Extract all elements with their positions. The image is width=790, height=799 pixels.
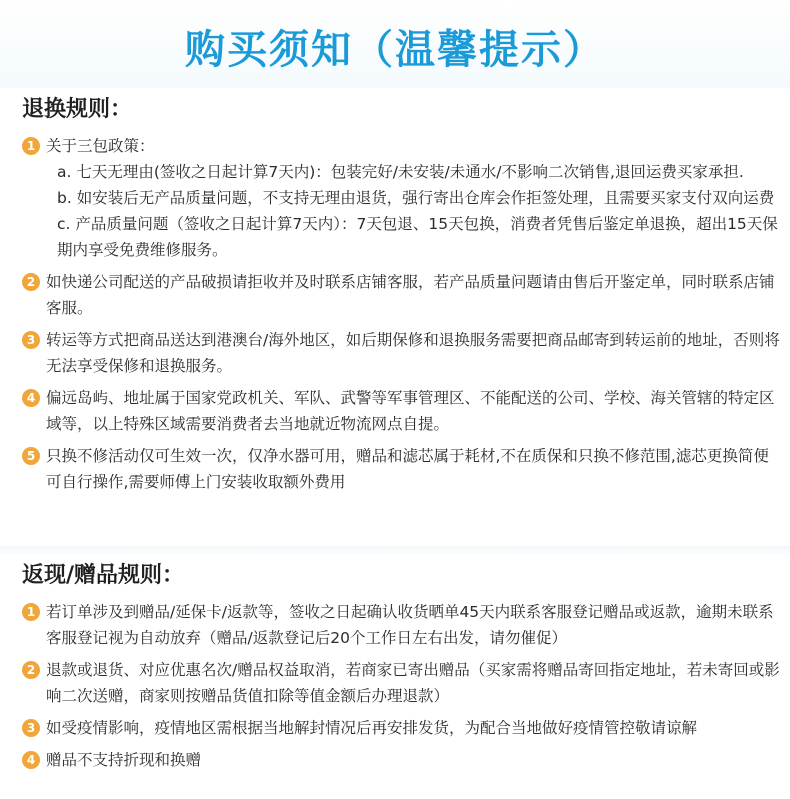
return-rules-section (22, 92, 782, 501)
number-badge: 3 (22, 331, 40, 349)
return-rule-text: 偏远岛屿、地址属于国家党政机关、军队、武警等军事管理区、不能配送的公司、学校、海关管辖的特定区域等，以上特殊区域需要消费者去当地就近物流网点自提。 (46, 389, 775, 433)
number-badge: 5 (22, 447, 40, 465)
rebate-rule-item (22, 715, 782, 741)
rebate-rule-text: 赠品不支持折现和换赠 (46, 751, 202, 769)
number-badge: 4 (22, 751, 40, 769)
number-badge: 4 (22, 389, 40, 407)
rebate-rule-text: 如受疫情影响，疫情地区需根据当地解封情况后再安排发货，为配合当地做好疫情管控敬请谅解 (46, 719, 698, 737)
policy-sub-item: b. 如安装后无产品质量问题，不支持无理由退货，强行寄出仓库会作拒签处理，且需要买家支付双向运费 (57, 189, 775, 207)
return-rule-item (22, 133, 782, 263)
policy-sub-item: a. 七天无理由(签收之日起计算7天内)：包装完好/未安装/未通水/不影响二次销售,退回运费买家承担. (57, 163, 744, 181)
return-rule-item (22, 269, 782, 321)
rebate-rules-heading: 返现/赠品规则： (22, 563, 185, 588)
return-rule-item (22, 327, 782, 379)
section-divider (0, 546, 790, 556)
rebate-rule-text: 退款或退货、对应优惠名次/赠品权益取消，若商家已寄出赠品（买家需将赠品寄回指定地址，若未寄回或影响二次送赠，商家则按赠品货值扣除等值金额后办理退款） (46, 661, 780, 705)
rebate-rule-item (22, 657, 782, 709)
return-rule-text: 只换不修活动仅可生效一次，仅净水器可用，赠品和滤芯属于耗材,不在质保和只换不修范围,滤芯更换简便可自行操作,需要师傅上门安装收取额外费用 (46, 447, 769, 491)
rebate-rules-section (22, 558, 782, 779)
return-rule-item (22, 443, 782, 495)
number-badge: 1 (22, 603, 40, 621)
return-rule-item (22, 385, 782, 437)
return-rule-text: 转运等方式把商品送达到港澳台/海外地区，如后期保修和退换服务需要把商品邮寄到转运前的地址，否则将无法享受保修和退换服务。 (46, 331, 780, 375)
return-rule-text: 关于三包政策： (46, 137, 155, 155)
return-rule-text: 如快递公司配送的产品破损请拒收并及时联系店铺客服，若产品质量问题请由售后开鉴定单，同时联系店铺客服。 (46, 273, 775, 317)
number-badge: 1 (22, 137, 40, 155)
number-badge: 2 (22, 273, 40, 291)
policy-sub-item: c. 产品质量问题（签收之日起计算7天内）：7天包退、15天包换，消费者凭售后鉴定单退换，超出15天保期内享受免费维修服务。 (57, 215, 778, 259)
number-badge: 2 (22, 661, 40, 679)
number-badge: 3 (22, 719, 40, 737)
rebate-rule-item (22, 747, 782, 773)
page-title: 购买须知（温馨提示） (185, 27, 605, 73)
return-rules-heading: 退换规则： (22, 97, 133, 122)
rebate-rule-item (22, 599, 782, 651)
rebate-rule-text: 若订单涉及到赠品/延保卡/返款等，签收之日起确认收货晒单45天内联系客服登记赠品或返款，逾期未联系客服登记视为自动放弃（赠品/返款登记后20个工作日左右出发，请勿催促） (46, 603, 774, 647)
